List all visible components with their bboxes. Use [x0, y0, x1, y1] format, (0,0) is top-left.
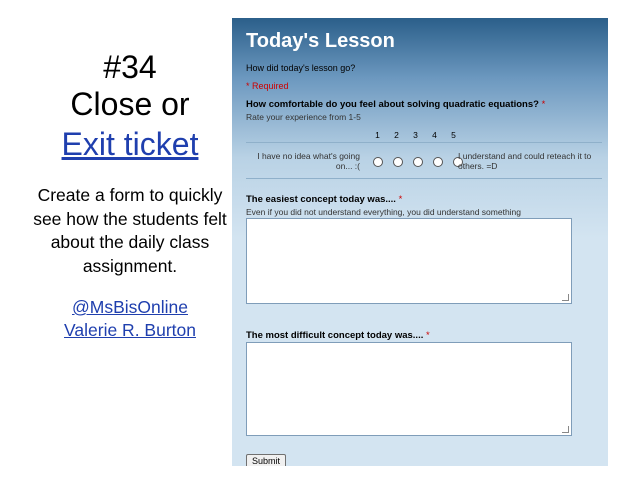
form-subtitle: How did today's lesson go?: [246, 63, 356, 73]
resize-handle-icon[interactable]: [562, 294, 569, 301]
question-1-text: How comfortable do you feel about solving quadratic equations?: [246, 99, 539, 110]
exit-ticket-link[interactable]: Exit ticket: [61, 126, 199, 162]
easiest-concept-textarea[interactable]: [246, 218, 572, 304]
question-2-title: [246, 194, 402, 205]
question-1-title: [246, 99, 545, 110]
question-3-text: The most difficult concept today was....: [246, 330, 424, 341]
resize-handle-icon[interactable]: [562, 426, 569, 433]
question-2-help: Even if you did not understand everything, you did understand something: [246, 207, 522, 217]
scale-numbers: [368, 130, 463, 140]
scale-number: 1: [375, 130, 380, 140]
slide-text: [30, 50, 230, 342]
scale-number: 5: [451, 130, 456, 140]
rating-radio-3[interactable]: [413, 157, 423, 167]
slide-number: #34: [103, 49, 157, 85]
required-star: *: [398, 194, 403, 205]
rating-radio-1[interactable]: [373, 157, 383, 167]
scale-number: 2: [394, 130, 399, 140]
question-2-text: The easiest concept today was....: [246, 194, 396, 205]
rating-radio-group: [368, 154, 468, 172]
submit-button[interactable]: Submit: [246, 454, 286, 466]
required-note: * Required: [246, 81, 289, 91]
rating-radio-2[interactable]: [393, 157, 403, 167]
difficult-concept-textarea[interactable]: [246, 342, 572, 436]
scale-high-label: I understand and could reteach it to others. =D: [458, 151, 592, 171]
scale-number: 4: [432, 130, 437, 140]
twitter-handle-link[interactable]: @MsBisOnline: [72, 297, 188, 317]
google-form: [232, 18, 608, 466]
form-title: Today's Lesson: [246, 30, 395, 52]
question-1-help: Rate your experience from 1-5: [246, 112, 361, 122]
scale-divider-top: [246, 142, 602, 143]
required-star: *: [541, 99, 546, 110]
scale-divider-bottom: [246, 178, 602, 179]
scale-low-label: I have no idea what's going on... :(: [257, 151, 360, 171]
scale-number: 3: [413, 130, 418, 140]
rating-radio-4[interactable]: [433, 157, 443, 167]
slide-heading: Close or: [70, 86, 190, 122]
required-star: *: [426, 330, 430, 341]
author-link[interactable]: Valerie R. Burton: [64, 320, 196, 340]
slide-description: Create a form to quickly see how the students felt about the daily class assignment.: [33, 185, 227, 276]
question-3-title: [246, 330, 430, 341]
